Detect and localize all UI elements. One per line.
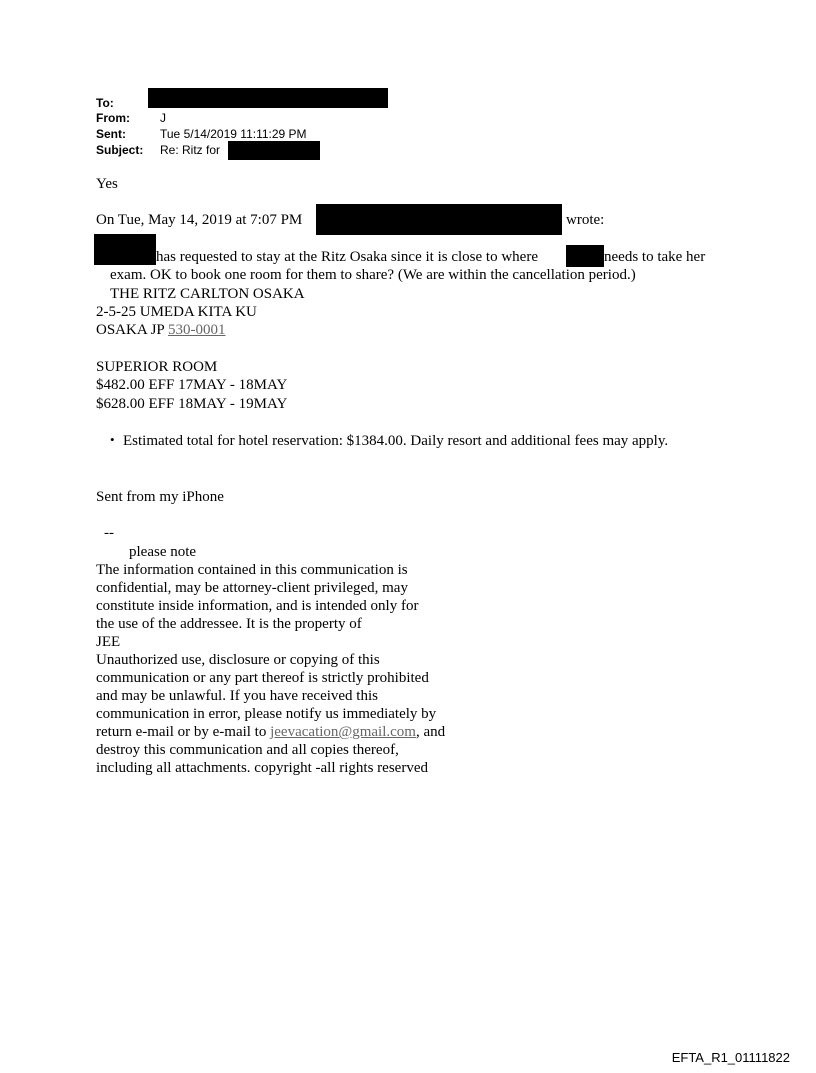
disclaimer-dashes: -- <box>104 525 114 541</box>
hotel-city-text: OSAKA JP <box>96 322 165 338</box>
disclaimer-line: communication or any part thereof is strictly prohibited <box>96 670 429 686</box>
disclaimer-body <box>96 561 536 777</box>
disclaimer-line: destroy this communication and all copies thereof, <box>96 742 399 758</box>
email-suffix: , and <box>415 724 446 740</box>
quoted-line2: exam. OK to book one room for them to share? (We are within the cancellation period.) <box>110 267 636 283</box>
bullet-icon: • <box>110 432 115 447</box>
reply-text: Yes <box>96 176 118 192</box>
sent-label: Sent: <box>96 127 126 141</box>
quote-intro: On Tue, May 14, 2019 at 7:07 PM <box>96 212 303 228</box>
disclaimer-line: constitute inside information, and is intended only for <box>96 598 419 614</box>
rate-2: $628.00 EFF 18MAY - 19MAY <box>96 396 288 412</box>
sent-value: Tue 5/14/2019 11:11:29 PM <box>160 127 307 141</box>
document-id: EFTA_R1_01111822 <box>671 1050 790 1065</box>
email-header <box>96 96 496 156</box>
disclaimer-line: and may be unlawful. If you have received this <box>96 688 378 704</box>
disclaimer-line: including all attachments. copyright -all rights reserved <box>96 760 428 776</box>
email-link[interactable]: jeevacation@gmail.com <box>270 724 416 740</box>
estimate-bullet: Estimated total for hotel reservation: $1384.00. Daily resort and additional fees may apply. <box>123 433 669 449</box>
hotel-name: THE RITZ CARLTON OSAKA <box>110 286 305 302</box>
hotel-address: 2-5-25 UMEDA KITA KU <box>96 304 257 320</box>
from-label: From: <box>96 111 130 125</box>
disclaimer-line: the use of the addressee. It is the property of <box>96 616 362 632</box>
to-label: To: <box>96 96 114 110</box>
sender-redaction <box>316 204 562 235</box>
quoted-line1b: needs to take her <box>604 249 706 265</box>
hotel-city <box>96 321 225 339</box>
subject-redaction <box>228 141 320 160</box>
subject-value: Re: Ritz for <box>160 143 221 157</box>
postal-code-link[interactable]: 530-0001 <box>167 322 226 338</box>
rate-1: $482.00 EFF 17MAY - 18MAY <box>96 377 288 393</box>
disclaimer-email-line <box>96 723 536 741</box>
quote-wrote: wrote: <box>566 212 605 228</box>
disclaimer-line: The information contained in this communication is <box>96 562 408 578</box>
disclaimer-line: Unauthorized use, disclosure or copying of this <box>96 652 380 668</box>
room-type: SUPERIOR ROOM <box>96 359 218 375</box>
disclaimer-line: communication in error, please notify us immediately by <box>96 706 437 722</box>
name-redaction-1 <box>94 234 156 265</box>
disclaimer-line: confidential, may be attorney-client privileged, may <box>96 580 408 596</box>
signature: Sent from my iPhone <box>96 489 224 505</box>
quoted-line1a: has requested to stay at the Ritz Osaka since it is close to where <box>156 249 538 265</box>
to-redaction <box>148 88 388 108</box>
name-redaction-2 <box>566 245 604 267</box>
from-value: J <box>160 111 166 125</box>
subject-label: Subject: <box>96 143 144 157</box>
disclaimer-line: JEE <box>96 634 121 650</box>
email-prefix: return e-mail or by e-mail to <box>96 724 267 740</box>
disclaimer-note: please note <box>129 544 197 560</box>
